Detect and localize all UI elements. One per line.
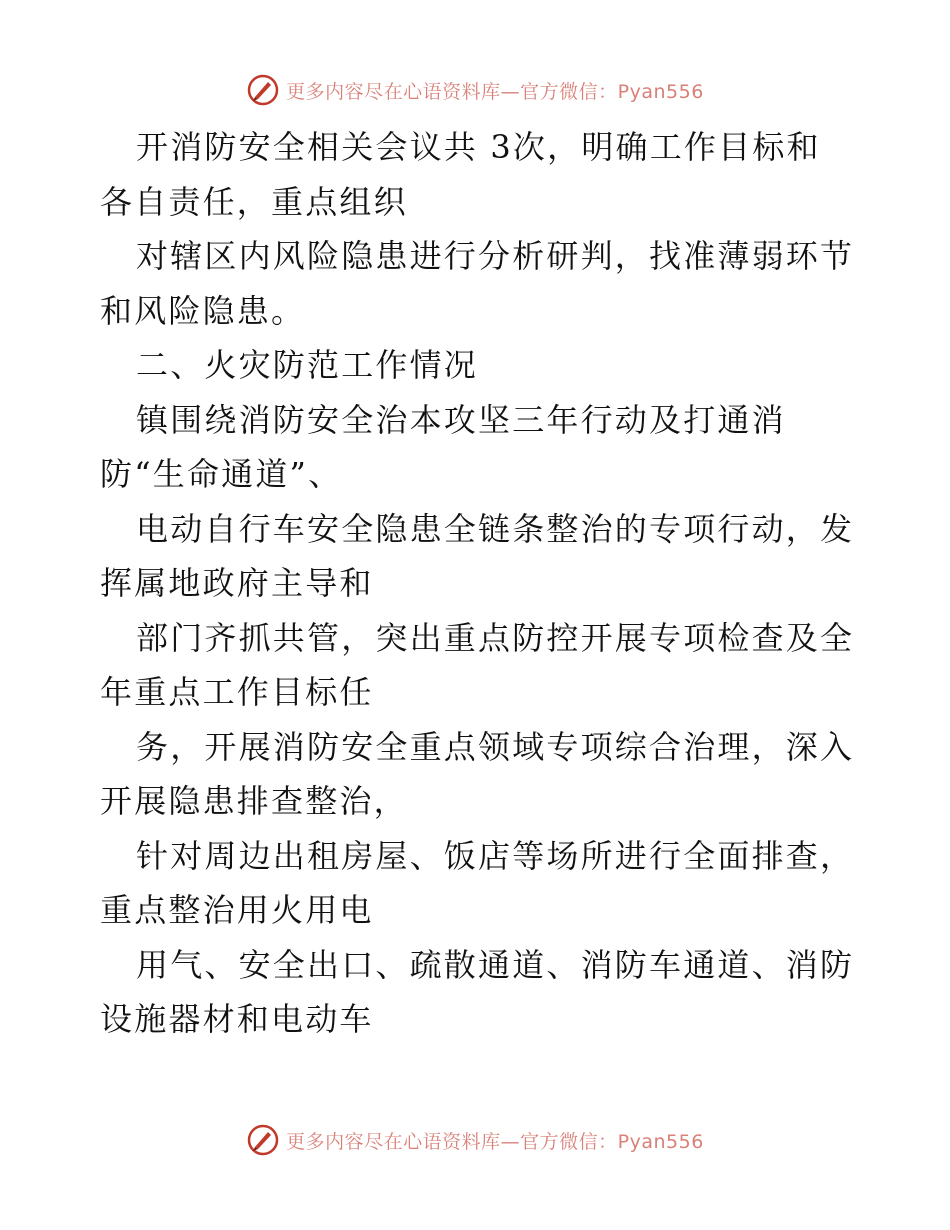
text-line: 重点整治用火用电 [100,891,374,929]
watermark-footer [0,1120,950,1160]
logo-icon [246,1123,280,1157]
text-line: 挥属地政府主导和 [100,564,374,602]
text-line: 设施器材和电动车 [100,1000,374,1038]
logo-icon [246,73,280,107]
section-heading: 二、火灾防范工作情况 [136,346,479,384]
text-line: 务，开展消防安全重点领域专项综合治理，深入 [136,727,855,766]
text-line: 对辖区内风险隐患进行分析研判，找准薄弱环节 [136,237,855,275]
text-line: 镇围绕消防安全治本攻坚三年行动及打通消 [136,400,786,439]
text-line: 电动自行车安全隐患全链条整治的专项行动，发 [136,509,855,548]
document-body [100,120,860,1047]
text-line: 部门齐抓共管，突出重点防控开展专项检查及全 [136,618,855,657]
watermark-text: 更多内容尽在心语资料库—官方微信：Pyan556 [286,80,704,103]
watermark-text: 更多内容尽在心语资料库—官方微信：Pyan556 [286,1130,704,1153]
text-line: 和风险隐患。 [100,291,306,330]
text-line: 开展隐患排查整治， [100,782,408,820]
text-line: 开消防安全相关会议共 3次，明确工作目标和 [136,128,821,166]
text-line: 各自责任，重点组织 [100,182,408,221]
text-line: 防“生命通道”、 [100,455,343,493]
text-line: 年重点工作目标任 [100,673,374,711]
text-line: 针对周边出租房屋、饭店等场所进行全面排查， [136,836,855,875]
text-line: 用气、安全出口、疏散通道、消防车通道、消防 [136,945,855,984]
watermark-header [0,70,950,110]
